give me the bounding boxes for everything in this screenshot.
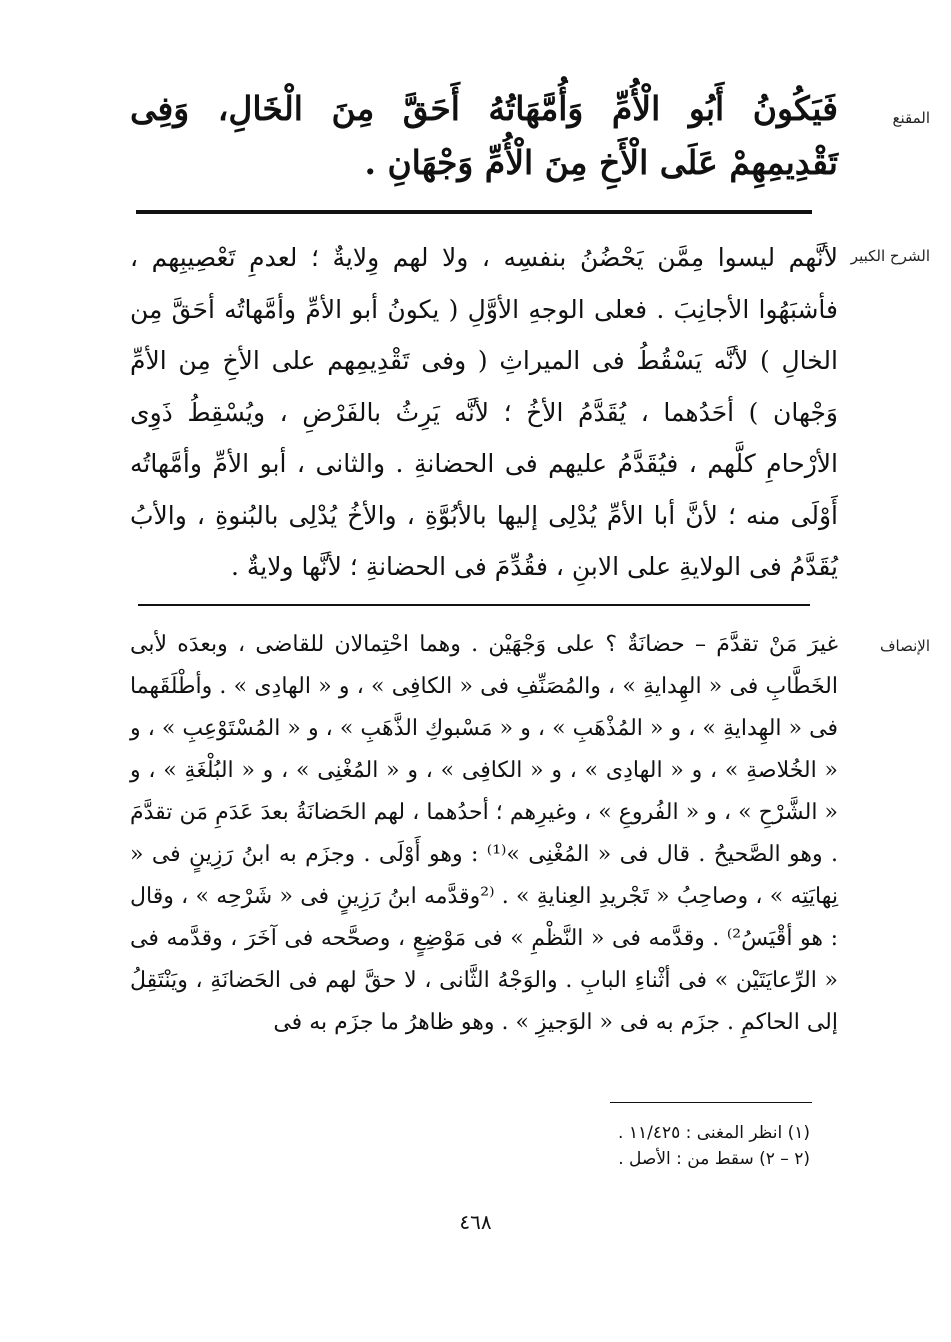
sharh-label: الشرح الكبير: [850, 247, 930, 265]
footnote-divider: [610, 1102, 812, 1103]
muqni-section: [130, 82, 930, 190]
insaf-label: الإنصاف: [879, 637, 930, 655]
muqni-label: المقنع: [892, 109, 930, 127]
muqni-divider: [136, 210, 812, 214]
muqni-text: فَيَكُونُ أَبُو الْأُمِّ وَأُمَّهَاتُهُ أَحَقَّ مِنَ الْخَالِ، وَفِى تَقْدِيمِهِمْ عَلَى الْأَخِ مِنَ الْأُمِّ وَجْهَانِ .: [130, 89, 838, 182]
page-number: ٤٦٨: [459, 1210, 492, 1234]
sharh-text: لأنَّهم ليسوا مِمَّن يَحْضُنُ بنفسِه ، ولا لهم وِلايةٌ ؛ لعدمِ تَعْصِيبِهم ، فأشبَهُوا الأجانِبَ . فعلى الوجهِ الأوَّلِ ( يكونُ أبو الأمِّ وأمَّهاتُه أحَقَّ مِن الخالِ ) لأنَّه يَسْقُطُ فى الميراثِ ( وفى تَقْدِيمِهم على الأخِ مِن الأمِّ وَجْهان ) أحَدُهما ، يُقَدَّمُ الأخُ ؛ لأنَّه يَرِثُ بالفَرْضِ ، ويُسْقِطُ ذَوِى الأرْحامِ كلَّهم ، فيُقَدَّمُ عليهم فى الحضانةِ . والثانى ، أبو الأمِّ وأمَّهاتُه أَوْلَى منه ؛ لأنَّ أبا الأمِّ يُدْلِى إليها بالأبُوَّةِ ، والأخُ يُدْلِى بالبُنوةِ ، والأبُ يُقَدَّمُ فى الولايةِ على الابنِ ، فقُدِّمَ فى الحضانةِ ؛ لأنَّها ولايةٌ .: [130, 243, 838, 581]
footnotes: [480, 1120, 810, 1172]
insaf-section: [130, 624, 930, 1044]
footnote-2: (٢ – ٢) سقط من : الأصل .: [618, 1149, 810, 1169]
sharh-section: [130, 232, 930, 593]
insaf-text: غيرَ مَنْ تقدَّمَ – حضانَةٌ ؟ على وَجْهَيْن . وهما احْتِمالان للقاضى ، وبعدَه لأبى الخَطَّابِ فى « الهِدايةِ » ، والمُصَنِّفِ فى « الكافِى » ، و « الهادِى » . وأطْلَقَهما فى « الهِدايةِ » ، و « المُذْهَبِ » ، و « مَسْبوكِ الذَّهَبِ » ، و « المُسْتَوْعِبِ » ، و « الخُلاصةِ » ، و « الهادِى » ، و « الكافِى » ، و « المُغْنِى » ، و « البُلْغَةِ » ، و « الشَّرْحِ » ، و « الفُروعِ » ، وغيرِهم ؛ أحدُهما ، لهم الحَضانَةُ بعدَ عَدَمِ مَن تقدَّمَ . وهو الصَّحيحُ . قال فى « المُغْنِى »⁽¹⁾ : وهو أَوْلَى . وجزَم به ابنُ رَزِينٍ فى « نِهايَتِه » ، وصاحِبُ « تَجْريدِ العِنايةِ » . ⁽²وقدَّمه ابنُ رَزِينٍ فى « شَرْحِه » ، وقال : هو أقْيَسُ²⁾ . وقدَّمه فى « النَّظْمِ » فى مَوْضِعٍ ، وصحَّحه فى آخَرَ ، وقدَّمه فى « الرِّعايَتَيْن » فى أثْناءِ البابِ . والوَجْهُ الثَّانى ، لا حقَّ لهم فى الحَضانَةِ ، ويَنْتَقِلُ إلى الحاكمِ . جزَم به فى « الوَجيزِ » . وهو ظاهرُ ما جزَم به فى: [130, 632, 838, 1035]
sharh-divider: [138, 604, 810, 606]
footnote-1: (١) انظر المغنى : ١١/٤٢٥ .: [618, 1123, 810, 1143]
